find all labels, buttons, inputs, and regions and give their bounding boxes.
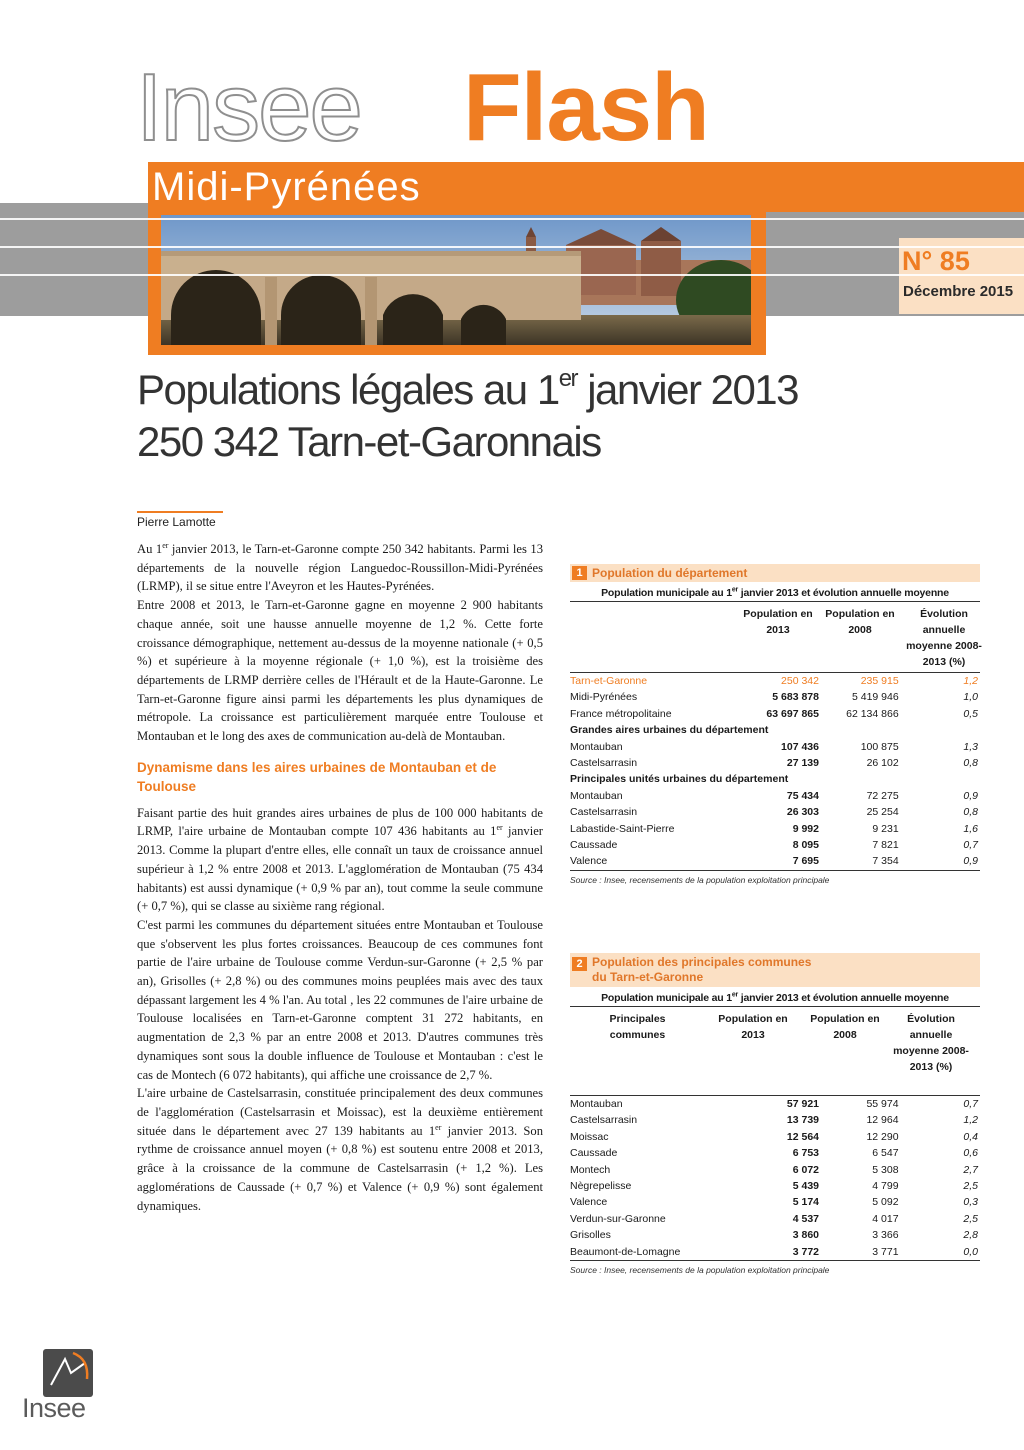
table-cell: 3 860 [792, 1229, 820, 1242]
table-row [570, 1227, 980, 1243]
table-cell: 57 921 [720, 1096, 819, 1113]
table-cell: Grisolles [570, 1229, 611, 1242]
table-2-col-communes: Principales communes [609, 1013, 666, 1041]
table-cell: 7 695 [720, 853, 819, 870]
table-cell: 8 095 [792, 839, 819, 852]
table-cell: Midi-Pyrénées [570, 691, 638, 704]
table-cell: Moissac [570, 1130, 609, 1143]
author-rule [137, 511, 223, 513]
table-cell: 235 915 [819, 673, 899, 690]
table-cell: 0,7 [963, 839, 978, 852]
region-name: Midi-Pyrénées [152, 165, 421, 209]
table-1-header [570, 564, 980, 582]
table-cell: 2,8 [963, 1229, 978, 1242]
header-stripe-3 [0, 274, 1024, 276]
table-1-col-2013: Population en 2013 [743, 608, 813, 636]
table-cell: 4 799 [872, 1180, 899, 1193]
table-cell: Valence [570, 1196, 608, 1209]
table-cell: 1,3 [963, 740, 978, 753]
table-row [570, 1244, 980, 1261]
table-cell: 6 072 [792, 1163, 820, 1176]
table-cell: 5 683 878 [772, 691, 819, 704]
table-2-source: Source : Insee, recensements de la population exploitation principale [570, 1265, 830, 1276]
table-cell: 6 547 [872, 1147, 899, 1160]
table-cell: 0,9 [963, 789, 978, 802]
table-row [570, 1162, 980, 1178]
table-cell: Montech [570, 1163, 611, 1176]
table-cell: 1,0 [963, 691, 978, 704]
header-stripe-2 [0, 246, 1024, 248]
issue-number: N° 85 [902, 246, 970, 276]
table-cell: 2,5 [963, 1212, 978, 1225]
table-row [570, 1194, 980, 1210]
table-cell: Castelsarrasin [570, 757, 638, 770]
issue-date: Décembre 2015 [903, 283, 1014, 300]
table-cell: 12 564 [786, 1130, 820, 1143]
table-cell: Labastide-Saint-Pierre [570, 822, 675, 835]
table-2-col-2008: Population en 2008 [810, 1013, 880, 1041]
table-cell: 5 174 [792, 1196, 820, 1209]
table-cell: Montauban [570, 789, 623, 802]
table-row [570, 1129, 980, 1145]
paragraph-3: Faisant partie des huit grandes aires urbaines de plus de 100 000 habitants de LRMP, l'aire urbaine de Montauban compte 107 436 habitants au 1er janvier 2013. Comme la plupart d'entre elles, elle connaît un taux de croissance annuel supérieur à 1,2 % entre 2008 et 2013. L'agglomération de Montauban (75 434 habitants) est aussi dynamique (+ 0,9 % par an), tout comme la seule commune (+ 0,7 %), qui se classe au sixième rang régional. [137, 805, 543, 914]
paragraph-4: C'est parmi les communes du département situées entre Montauban et Toulouse que s'observent les plus fortes croissances. Beaucoup de ces communes font partie de l'aire urbaine de Toulouse comme Verdun-sur-Garonne (+ 2,5 % par an), Grisolles (+ 2,8 %) ou des communes moins peuplées mais avec des taux dépassant largement les 4 % l'an. Au total , les 22 communes de l'aire urbaine de Toulouse localisées en Tarn-et-Garonne comptent 31 272 habitants, en augmentation de 2,3 % par an entre 2008 et 2013. D'autres communes très dynamiques sont sous la double influence de Toulouse et Montauban : c'est le cas de Montech (6 072 habitants), qui affiche une croissance de 2,7 %. [137, 917, 543, 1082]
insee-logo-mark [43, 1349, 93, 1397]
table-cell: 26 303 [786, 806, 819, 819]
table-group-label: Principales unités urbaines du département [570, 773, 789, 786]
header-photo-bridge [161, 215, 751, 345]
table-row [570, 1096, 980, 1113]
table-cell: 6 753 [792, 1147, 820, 1160]
table-cell: 26 102 [866, 757, 899, 770]
table-cell: Montauban [570, 740, 623, 753]
paragraph-1: Au 1er janvier 2013, le Tarn-et-Garonne compte 250 342 habitants. Parmi les 13 départements de la nouvelle région Languedoc-Roussillon-Midi-Pyrénées (LRMP), il se situe entre l'Aveyron et les Hautes-Pyrénées. [137, 540, 544, 594]
table-cell: 13 739 [786, 1114, 820, 1127]
table-cell: 3 772 [720, 1244, 819, 1261]
table-cell: 5 092 [872, 1196, 899, 1209]
table-2-title-line-1: Population des principales communes [592, 955, 812, 969]
table-cell: 5 419 946 [851, 691, 899, 704]
table-1-col-evolution: Évolution annuelle moyenne 2008-2013 (%) [906, 608, 982, 668]
table-1-col-2008: Population en 2008 [825, 608, 895, 636]
table-cell: France métropolitaine [570, 707, 672, 720]
table-cell: 0,6 [963, 1147, 978, 1160]
table-cell: Tarn-et-Garonne [570, 673, 720, 690]
table-1-subtitle: Population municipale au 1er janvier 2013 et évolution annuelle moyenne [570, 582, 980, 602]
table-cell: 0,9 [899, 853, 980, 870]
article-body [137, 540, 543, 1215]
table-1-source: Source : Insee, recensements de la population exploitation principale [570, 874, 830, 885]
table-group-label: Grandes aires urbaines du département [570, 724, 769, 737]
bridge-photo-illustration [161, 215, 751, 345]
paragraph-2: Entre 2008 et 2013, le Tarn-et-Garonne gagne en moyenne 2 900 habitants chaque année, soit une hausse annuelle moyenne de 1,2 %. Cette forte croissance démographique, nettement au-dessus de la moyenne nationale (+ 0,5 %) et supérieure à la moyenne régionale (+ 1,0 %), est la troisième des départements de LRMP derrière celles de l'Hérault et de la Haute-Garonne. Le Tarn-et-Garonne figure ainsi parmi les départements les plus dynamiques de métropole. La croissance est particulièrement marquée entre Toulouse et Montauban et le long des axes de communication au-delà de Montauban. [137, 598, 543, 744]
table-group-header [570, 771, 980, 787]
table-row [570, 755, 980, 771]
table-cell: 0,0 [899, 1244, 980, 1261]
table-cell: 2,5 [963, 1180, 978, 1193]
table-row [570, 821, 980, 837]
table-row [570, 1112, 980, 1128]
insee-logo-icon [43, 1349, 93, 1397]
table-cell: 2,7 [963, 1163, 978, 1176]
table-cell: 12 290 [866, 1130, 899, 1143]
table-cell: 72 275 [866, 789, 899, 802]
table-cell: 7 354 [819, 853, 899, 870]
table-row [570, 689, 980, 705]
table-cell: 55 974 [819, 1096, 899, 1113]
table-cell: Castelsarrasin [570, 806, 638, 819]
table-cell: Castelsarrasin [570, 1114, 638, 1127]
table-cell: Caussade [570, 1147, 618, 1160]
table-row [570, 1178, 980, 1194]
table-row [570, 673, 980, 690]
table-cell: 1,6 [963, 822, 978, 835]
table-row [570, 1211, 980, 1227]
table-cell: Montauban [570, 1096, 720, 1113]
table-2-grid [570, 1095, 980, 1261]
table-cell: 0,5 [963, 707, 978, 720]
table-2-header [570, 953, 980, 987]
table-cell: 0,7 [899, 1096, 980, 1113]
table-1-population-departement [570, 564, 980, 885]
table-cell: 62 134 866 [846, 707, 899, 720]
table-2-title-line-2: du Tarn-et-Garonne [592, 970, 704, 984]
header-stripe-1 [0, 218, 1024, 220]
paragraph-5: L'aire urbaine de Castelsarrasin, constituée principalement des deux communes de l'agglomération (Castelsarrasin et Moissac), est la deuxième entièrement située dans le département avec 27 139 habitants au 1er janvier 2013. Son rythme de croissance annuel moyen (+ 0,8 %) est soutenu entre 2008 et 2013, grâce à la croissance de la commune de Castelsarrasin (+ 1,2 %). Les agglomérations de Caussade (+ 0,7 %) et Valence (+ 0,9 %) sont également dynamiques. [137, 1086, 543, 1213]
table-cell: 5 439 [792, 1180, 820, 1193]
table-cell: 3 771 [819, 1244, 899, 1261]
table-cell: 9 992 [792, 822, 819, 835]
table-cell: Verdun-sur-Garonne [570, 1212, 666, 1225]
insee-logo-text: Insee [22, 1393, 86, 1423]
table-cell: 4 017 [872, 1212, 899, 1225]
table-1-number: 1 [572, 566, 587, 580]
table-cell: Nègrepelisse [570, 1180, 632, 1193]
table-cell: 0,3 [963, 1196, 978, 1209]
table-cell: 12 964 [866, 1114, 899, 1127]
section-subheading: Dynamisme dans les aires urbaines de Montauban et de Toulouse [137, 759, 497, 794]
table-row [570, 706, 980, 722]
table-1-grid [570, 672, 980, 871]
table-cell: 25 254 [866, 806, 899, 819]
table-cell: 1,2 [963, 1114, 978, 1127]
table-cell: 9 231 [872, 822, 899, 835]
table-2-column-headers [570, 1007, 980, 1095]
table-cell: 0,8 [963, 757, 978, 770]
table-group-header [570, 722, 980, 738]
table-cell: 107 436 [781, 740, 819, 753]
table-cell: Caussade [570, 839, 618, 852]
table-cell: 0,4 [963, 1130, 978, 1143]
brand-insee: Insee [136, 54, 361, 161]
table-row [570, 804, 980, 820]
author-name: Pierre Lamotte [137, 515, 216, 529]
table-cell: 7 821 [872, 839, 899, 852]
table-row [570, 739, 980, 755]
table-cell: 250 342 [720, 673, 819, 690]
table-row [570, 853, 980, 870]
table-2-subtitle: Population municipale au 1er janvier 2013 et évolution annuelle moyenne [570, 987, 980, 1007]
table-1-column-headers [570, 602, 980, 672]
table-1-title: Population du département [592, 566, 748, 580]
page-title [137, 364, 798, 468]
table-2-number: 2 [572, 957, 587, 971]
title-line-1: Populations légales au 1er janvier 2013 [137, 365, 799, 413]
table-2-principales-communes [570, 953, 980, 1275]
brand-flash: Flash [463, 54, 709, 161]
table-cell: 5 308 [872, 1163, 899, 1176]
table-cell: 63 697 865 [766, 707, 819, 720]
table-row [570, 788, 980, 804]
table-2-col-evolution: Évolution annuelle moyenne 2008-2013 (%) [893, 1013, 969, 1073]
table-cell: Beaumont-de-Lomagne [570, 1244, 720, 1261]
table-cell: 100 875 [860, 740, 899, 753]
table-cell: 1,2 [899, 673, 980, 690]
table-cell: 27 139 [786, 757, 819, 770]
title-line-2: 250 342 Tarn-et-Garonnais [137, 418, 601, 465]
table-cell: 4 537 [792, 1212, 820, 1225]
table-cell: 75 434 [786, 789, 819, 802]
table-row [570, 1145, 980, 1161]
table-cell: 3 366 [872, 1229, 899, 1242]
table-2-col-2013: Population en 2013 [718, 1013, 788, 1041]
table-cell: Valence [570, 853, 720, 870]
table-cell: 0,8 [963, 806, 978, 819]
table-row [570, 837, 980, 853]
